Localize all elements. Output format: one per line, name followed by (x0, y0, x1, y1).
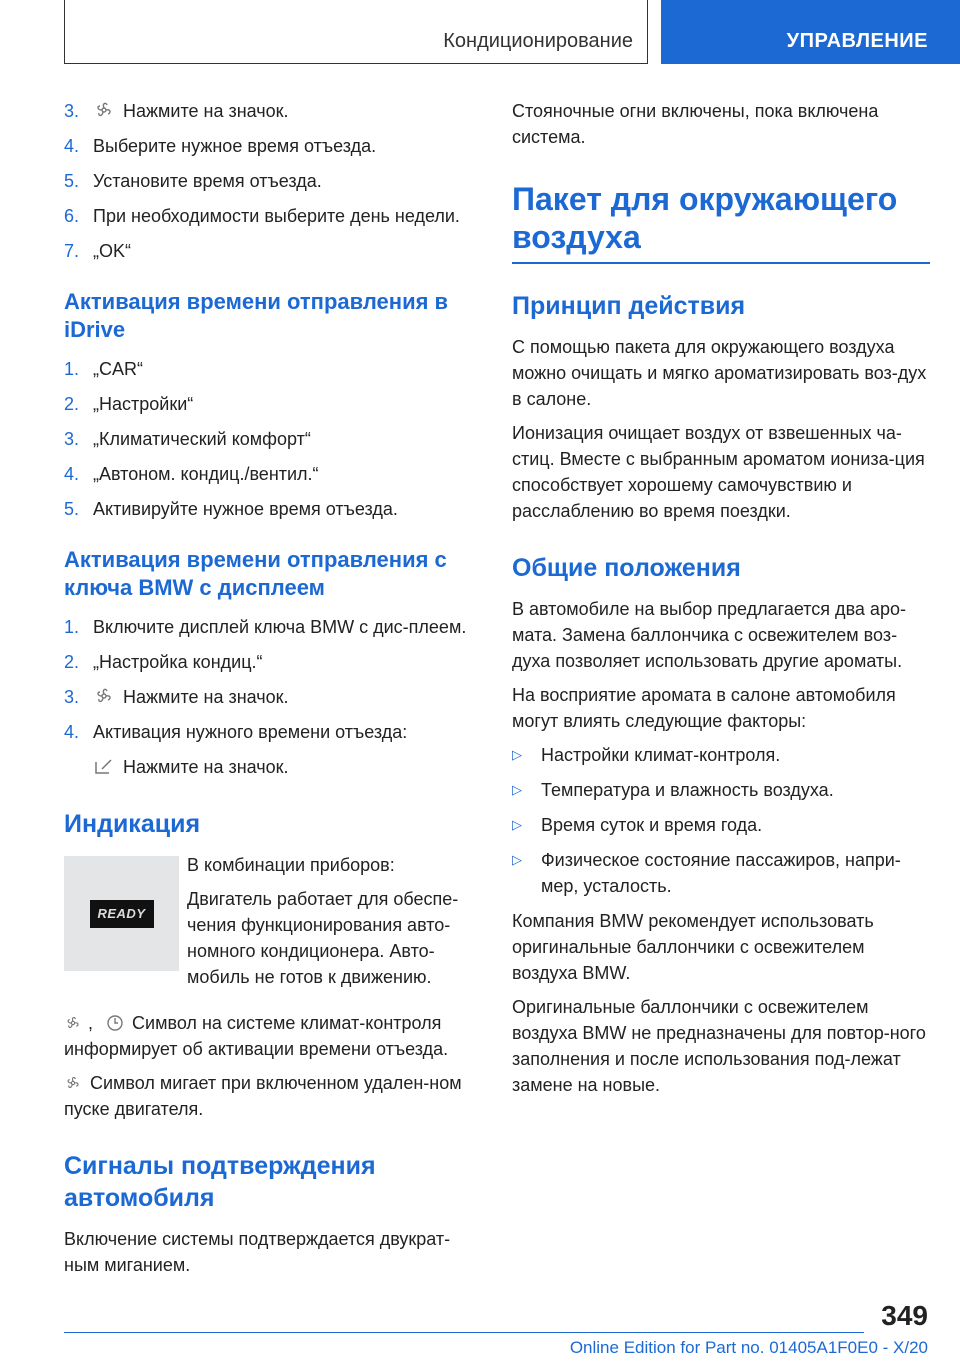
chapter-title: УПРАВЛЕНИЕ (786, 30, 928, 52)
fan-icon (64, 1014, 82, 1032)
heading-general: Общие положения (512, 554, 741, 582)
paragraph: Двигатель работает для обеспе‐чения функционирования авто‐номного кондиционера. Авто‐мобиль не готов к движению. (187, 889, 459, 987)
list-item: 5. Установите время отъезда. (64, 171, 322, 191)
list-item: ▷ Настройки климат-контроля. (512, 742, 930, 768)
heading-principle: Принцип действия (512, 292, 746, 320)
right-column (512, 98, 930, 1106)
list-item: 1. Включите дисплей ключа BMW с дис‐плеем. (64, 617, 467, 637)
triangle-bullet-icon: ▷ (512, 817, 522, 832)
fan-icon (93, 686, 115, 706)
triangle-bullet-icon: ▷ (512, 782, 522, 797)
paragraph: Включение системы подтверждается двукрат‐ным миганием. (64, 1229, 451, 1275)
paragraph: Стояночные огни включены, пока включена система. (512, 101, 879, 147)
paragraph: , Символ на системе климат-контроля информирует об активации времени отъезда. (64, 1013, 449, 1059)
heading-indication: Индикация (64, 810, 201, 838)
factors-list (512, 742, 930, 899)
header-chapter-tab (661, 0, 960, 64)
list-item: 3. Нажмите на значок. (64, 101, 289, 121)
paragraph: В автомобиле на выбор предлагается два аро‐мата. Замена баллончика с освежителем воз‐духа позволяет использовать другие ароматы. (512, 599, 906, 671)
paragraph: На восприятие аромата в салоне автомобиля могут влиять следующие факторы: (512, 685, 896, 731)
list-item: 3. „Климатический комфорт“ (64, 429, 311, 449)
ready-label: READY (97, 906, 146, 921)
left-column (64, 98, 482, 1286)
heading-key: Активация времени отправления с ключа BMW с дисплеем (64, 547, 447, 600)
paragraph: Компания BMW рекомендует использовать оригинальные баллончики с освежителем воздуха BMW. (512, 911, 874, 983)
fan-icon (93, 100, 115, 120)
indication-block (64, 852, 482, 998)
fan-icon (64, 1074, 82, 1092)
paragraph: Оригинальные баллончики с освежителем воздуха BMW не предназначены для повтор‐ного заполнения и после использования под‐лежат замене на новые. (512, 997, 926, 1095)
steps-list-idrive (64, 356, 482, 522)
list-item: 4. Активация нужного времени отъезда: (64, 722, 408, 742)
list-item: ▷ Температура и влажность воздуха. (512, 777, 930, 803)
list-item: 4. Выберите нужное время отъезда. (64, 136, 377, 156)
page-title: Пакет для окружающего воздуха (512, 180, 930, 264)
edit-icon (93, 756, 115, 776)
page-number: 349 (881, 1300, 928, 1331)
steps-list-top (64, 98, 482, 264)
heading-idrive: Активация времени отправления в iDrive (64, 289, 449, 342)
list-item: ▷ Время суток и время года. (512, 812, 930, 838)
paragraph: Символ мигает при включенном удален‐ном пуске двигателя. (64, 1073, 462, 1119)
footer-edition: Online Edition for Part no. 01405A1F0E0 - X/20 (569, 1338, 928, 1357)
list-item: 2. „Настройка кондиц.“ (64, 652, 263, 672)
list-item: 2. „Настройки“ (64, 394, 194, 414)
heading-signals: Сигналы подтверждения автомобиля (64, 1152, 376, 1212)
triangle-bullet-icon: ▷ (512, 747, 522, 762)
list-item: 4. „Автоном. кондиц./вентил.“ (64, 464, 319, 484)
ready-display-image (64, 856, 179, 971)
footer-divider (64, 1332, 864, 1333)
header-section-box (64, 0, 648, 64)
list-item: 6. При необходимости выберите день недели. (64, 206, 460, 226)
list-item: 3. Нажмите на значок. (64, 687, 289, 707)
paragraph: С помощью пакета для окружающего воздуха можно очищать и мягко ароматизировать воз‐дух в салоне. (512, 337, 927, 409)
list-item: 7. „OK“ (64, 241, 131, 261)
steps-list-key (64, 614, 482, 780)
triangle-bullet-icon: ▷ (512, 852, 522, 867)
clock-icon (106, 1014, 124, 1032)
section-title: Кондиционирование (443, 30, 633, 52)
list-item: 1. „CAR“ (64, 359, 143, 379)
list-item: 5. Активируйте нужное время отъезда. (64, 499, 398, 519)
paragraph: В комбинации приборов: (187, 855, 395, 875)
list-subitem: Нажмите на значок. (64, 754, 482, 780)
paragraph: Ионизация очищает воздух от взвешенных ча‐стиц. Вместе с выбранным ароматом иониза‐ция способствует хорошему самочувствию и расслаблению во время поездки. (512, 423, 925, 521)
list-item: ▷ Физическое состояние пассажиров, напри‐мер, усталость. (512, 847, 930, 899)
